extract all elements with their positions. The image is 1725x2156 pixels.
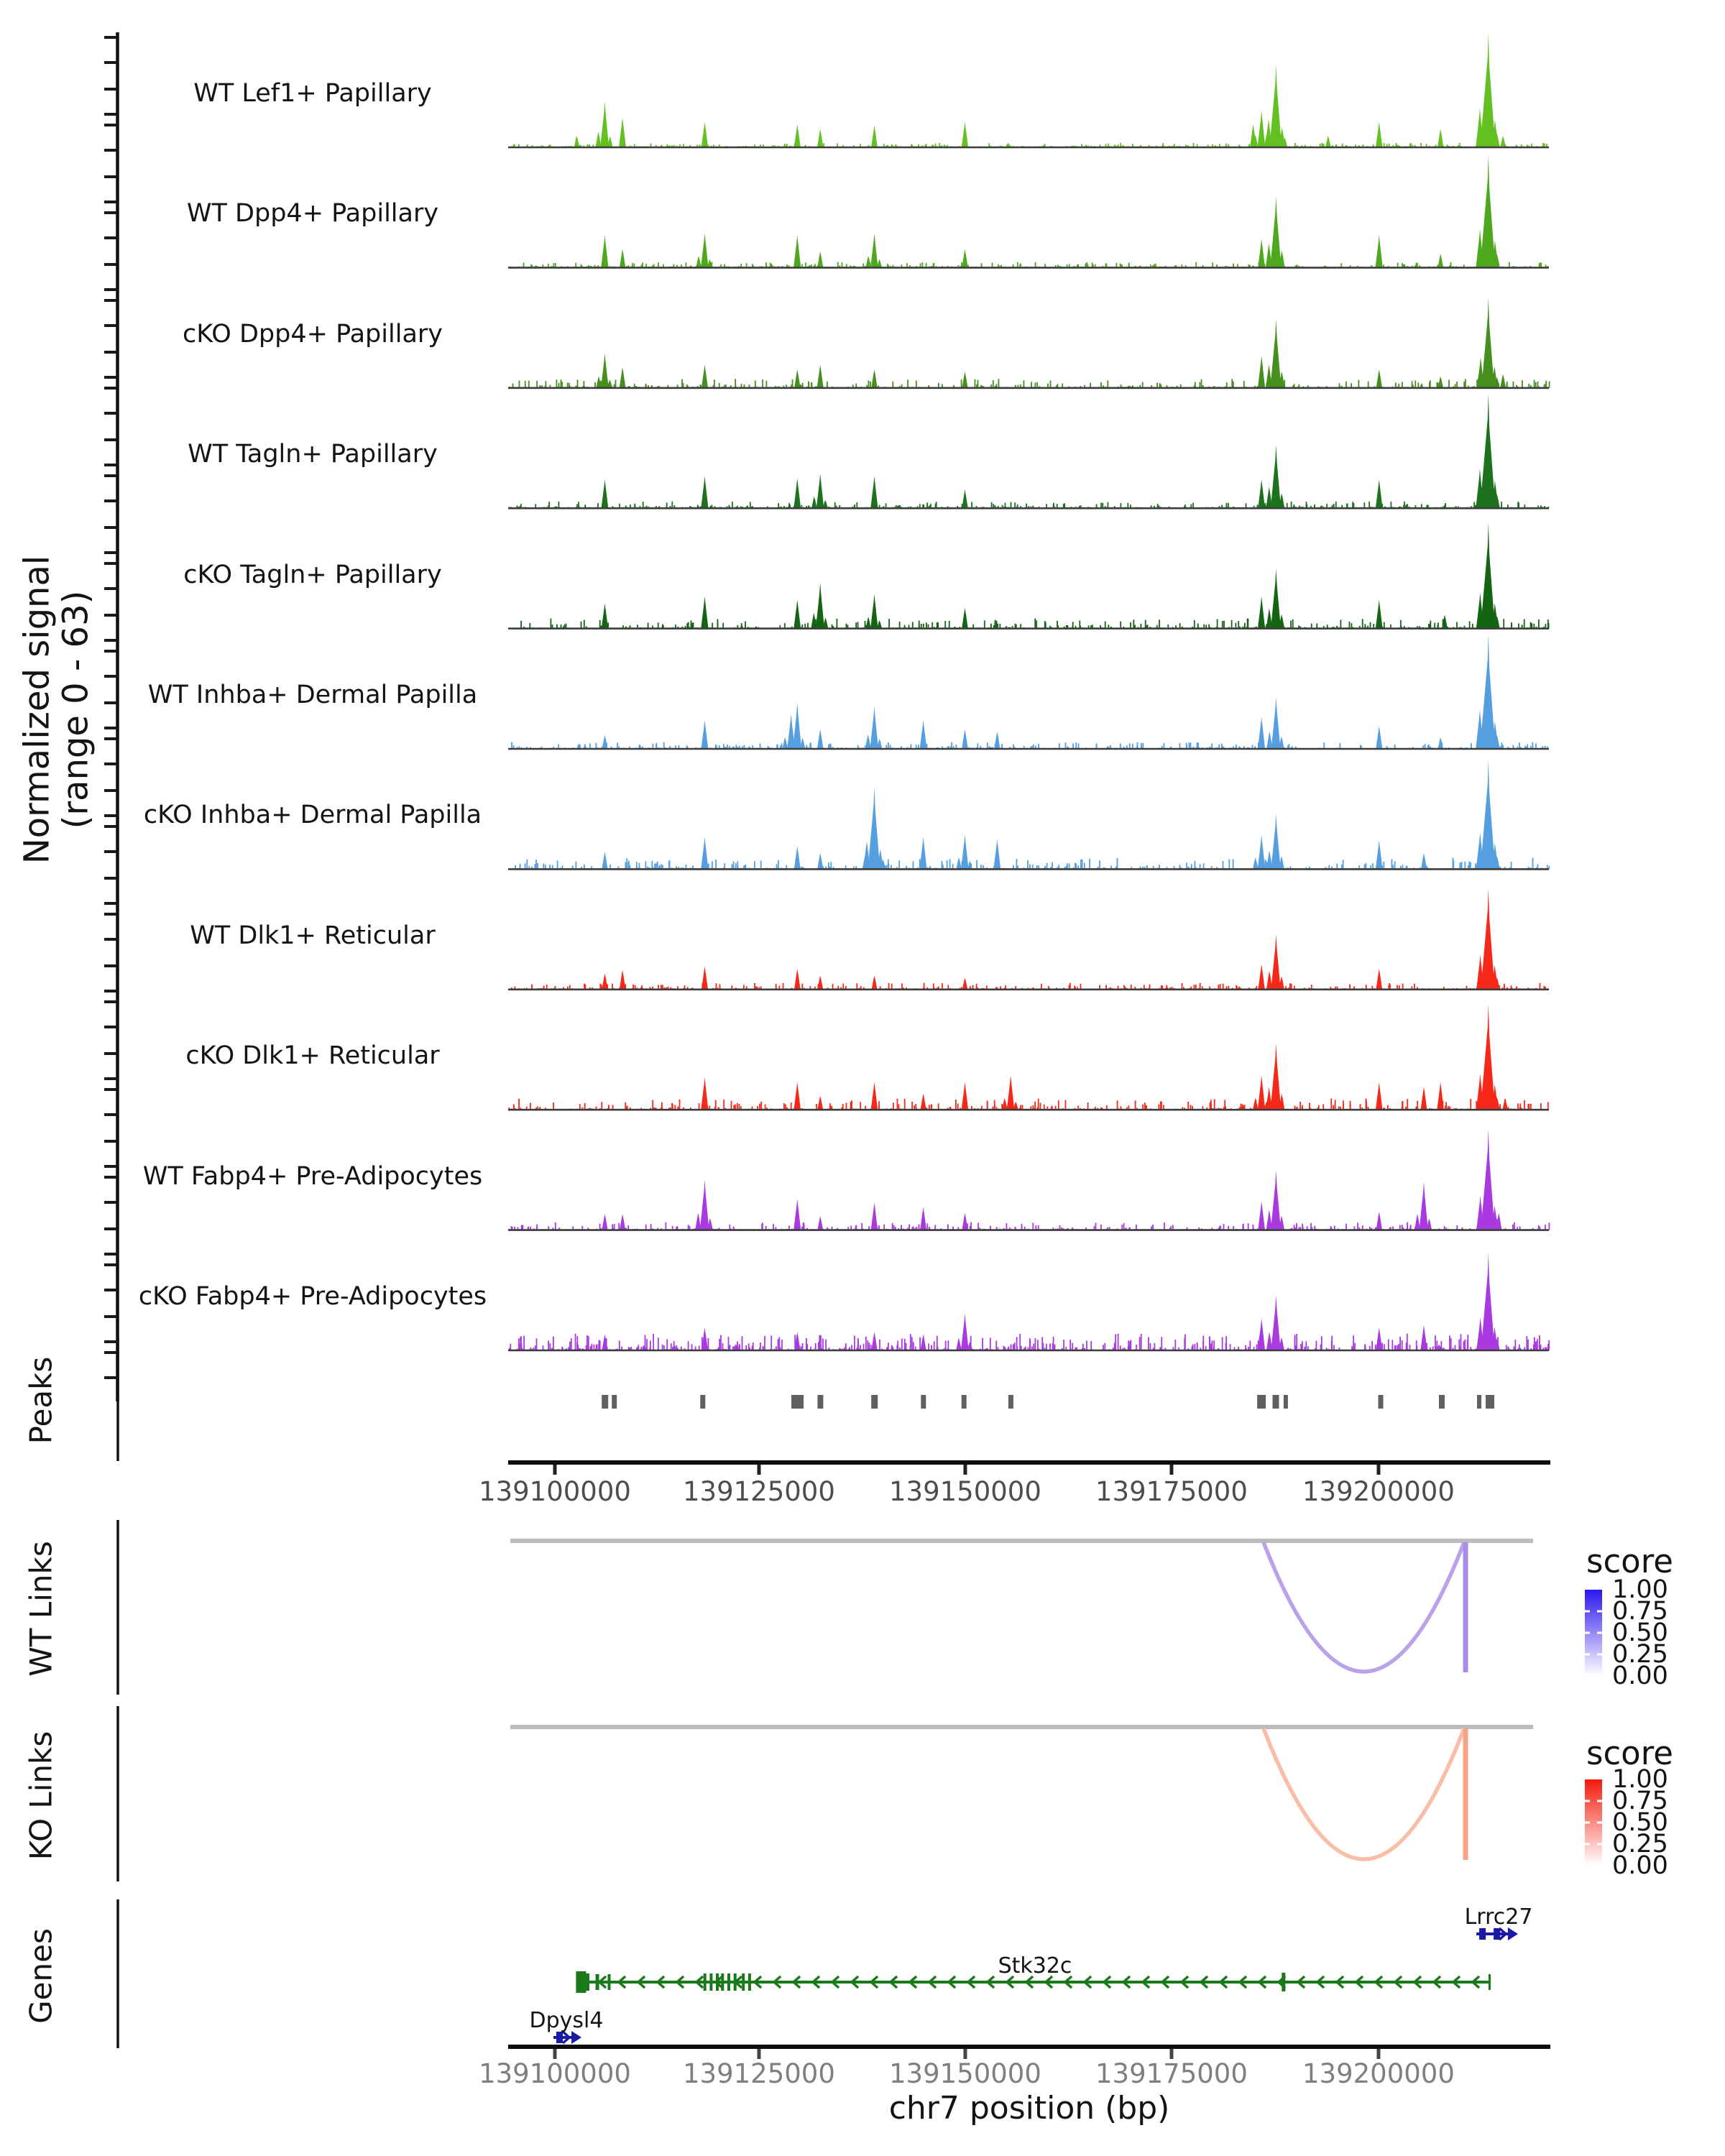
- section-label-wt-links: WT Links: [23, 1541, 59, 1677]
- x-axis-tick-label: 139100000: [479, 2058, 631, 2089]
- x-axis-tick-label: 139175000: [1095, 2058, 1248, 2089]
- wt-link-arc: [1264, 1542, 1464, 1672]
- x-axis-tick-label: 139200000: [1302, 1476, 1455, 1507]
- x-axis-tick-label: 139150000: [889, 2058, 1041, 2089]
- ko-legend-tick-label: 0.75: [1612, 1787, 1668, 1815]
- y-axis-label-line1: Normalized signal: [17, 555, 58, 865]
- wt-legend-tick-label: 1.00: [1612, 1575, 1668, 1604]
- track-label: cKO Fabp4+ Pre-Adipocytes: [138, 1282, 487, 1311]
- track-label: WT Inhba+ Dermal Papilla: [147, 681, 478, 709]
- peaks-track: [602, 1395, 1494, 1409]
- coverage-track: [508, 393, 1549, 508]
- track-label: cKO Tagln+ Papillary: [183, 560, 442, 589]
- track-label: WT Dlk1+ Reticular: [190, 921, 436, 950]
- coverage-track: [508, 32, 1549, 147]
- coverage-track: [508, 298, 1550, 388]
- ko-legend-tick-label: 0.25: [1612, 1830, 1668, 1858]
- track-label: cKO Dlk1+ Reticular: [185, 1041, 440, 1071]
- gene-label-stk32c: Stk32c: [998, 1953, 1072, 1978]
- wt-legend-tick-label: 0.00: [1612, 1662, 1668, 1690]
- track-label: cKO Dpp4+ Papillary: [183, 319, 443, 349]
- wt-links-legend-title: score: [1586, 1542, 1673, 1580]
- x-axis-tick-label: 139100000: [479, 1476, 631, 1507]
- y-axis-label-line2: (range 0 - 63): [55, 590, 96, 829]
- coverage-track: [508, 155, 1549, 268]
- coverage-track: [508, 1253, 1550, 1350]
- coverage-track: [508, 522, 1550, 628]
- gene-label-lrrc27: Lrrc27: [1464, 1904, 1533, 1930]
- x-axis-tick-label: 139125000: [683, 1476, 835, 1507]
- track-label: WT Tagln+ Papillary: [188, 440, 438, 469]
- ko-links-legend-title: score: [1586, 1734, 1673, 1772]
- wt-legend-tick-label: 0.75: [1612, 1597, 1668, 1626]
- wt-legend-tick-label: 0.50: [1612, 1618, 1668, 1647]
- wt-legend-tick-label: 0.25: [1612, 1640, 1668, 1669]
- track-label: cKO Inhba+ Dermal Papilla: [143, 801, 482, 830]
- track-label: WT Dpp4+ Papillary: [186, 199, 439, 229]
- section-label-ko-links: KO Links: [23, 1731, 59, 1861]
- y-axis-label: [18, 351, 101, 1069]
- coverage-track: [508, 1004, 1549, 1110]
- section-label-genes: Genes: [23, 1928, 59, 2024]
- gene-label-dpysl4: Dpysl4: [529, 2008, 604, 2033]
- x-axis-tick-label: 139175000: [1095, 1476, 1248, 1507]
- ko-link-arc: [1264, 1728, 1464, 1859]
- section-label-peaks: Peaks: [23, 1356, 59, 1445]
- ko-legend-tick-label: 0.00: [1612, 1851, 1668, 1880]
- x-axis-tick-label: 139150000: [889, 1476, 1041, 1507]
- track-label: WT Fabp4+ Pre-Adipocytes: [142, 1161, 483, 1191]
- track-label: WT Lef1+ Papillary: [193, 79, 432, 108]
- x-axis-title: chr7 position (bp): [888, 2090, 1170, 2127]
- x-axis-tick-label: 139125000: [683, 2058, 835, 2089]
- coverage-track: [508, 634, 1549, 749]
- coverage-track: [508, 760, 1550, 869]
- x-axis-tick-label: 139200000: [1302, 2058, 1455, 2089]
- ko-legend-tick-label: 1.00: [1612, 1765, 1668, 1794]
- coverage-track: [508, 1129, 1550, 1230]
- ko-legend-tick-label: 0.50: [1612, 1808, 1668, 1837]
- coverage-track: [508, 888, 1549, 990]
